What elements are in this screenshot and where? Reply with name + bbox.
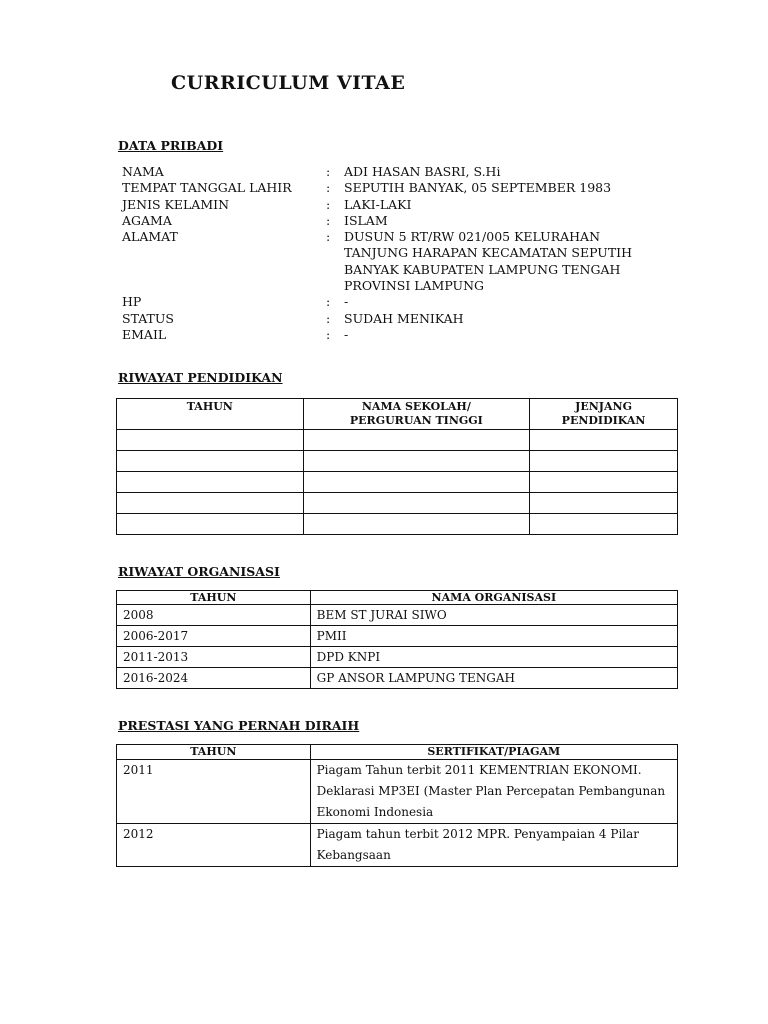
table-cell [303, 430, 530, 451]
table-row [117, 668, 678, 689]
column-header: NAMA SEKOLAH/ PERGURUAN TINGGI [303, 399, 530, 430]
table-cell [117, 493, 304, 514]
table-cell [117, 514, 304, 535]
education-heading: RIWAYAT PENDIDIKAN [118, 370, 283, 385]
achievements-heading: PRESTASI YANG PERNAH DIRAIH [118, 718, 360, 733]
column-header: TAHUN [117, 745, 311, 760]
org-year: 2011-2013 [117, 647, 311, 668]
personal-label: TEMPAT TANGGAL LAHIR [122, 180, 292, 196]
document-title: CURRICULUM VITAE [171, 72, 406, 94]
personal-label: HP [122, 294, 142, 310]
personal-data-list [122, 164, 682, 343]
table-header-row [117, 591, 678, 605]
table-cell [303, 493, 530, 514]
personal-value: ADI HASAN BASRI, S.Hi [344, 164, 501, 179]
personal-value: SUDAH MENIKAH [344, 310, 464, 326]
personal-label: JENIS KELAMIN [122, 196, 230, 212]
education-table [116, 398, 678, 535]
table-row [117, 824, 678, 867]
personal-row-address [122, 229, 682, 294]
org-name: DPD KNPI [310, 647, 677, 668]
table-row [117, 626, 678, 647]
table-row [117, 451, 678, 472]
achievement-year: 2012 [117, 824, 311, 867]
column-header: JENJANG PENDIDIKAN [530, 399, 678, 430]
table-header-row [117, 745, 678, 760]
colon: : [326, 294, 331, 310]
personal-value: - [344, 326, 349, 342]
achievement-certificate: Piagam tahun terbit 2012 MPR. Penyampaian 4 Pilar Kebangsaan [310, 824, 677, 867]
personal-data-heading: DATA PRIBADI [118, 138, 224, 153]
organization-heading: RIWAYAT ORGANISASI [118, 564, 280, 579]
colon: : [326, 212, 331, 228]
personal-label: STATUS [122, 310, 174, 326]
personal-value: - [344, 294, 349, 310]
org-year: 2008 [117, 605, 311, 626]
table-cell [303, 472, 530, 493]
table-cell [530, 430, 678, 451]
colon: : [326, 180, 331, 196]
table-cell [117, 472, 304, 493]
table-row [117, 605, 678, 626]
personal-row-gender [122, 197, 682, 213]
personal-label: AGAMA [122, 212, 172, 228]
table-cell [530, 472, 678, 493]
column-header: NAMA ORGANISASI [310, 591, 677, 605]
table-cell [303, 451, 530, 472]
colon: : [326, 229, 331, 245]
table-row [117, 493, 678, 514]
achievements-table [116, 744, 678, 867]
table-cell [530, 493, 678, 514]
personal-row-hp [122, 294, 682, 310]
org-name: BEM ST JURAI SIWO [310, 605, 677, 626]
table-row [117, 647, 678, 668]
table-cell [117, 430, 304, 451]
table-row [117, 472, 678, 493]
org-name: PMII [310, 626, 677, 647]
personal-row-nama [122, 164, 682, 180]
personal-value: SEPUTIH BANYAK, 05 SEPTEMBER 1983 [344, 180, 612, 196]
personal-row-religion [122, 213, 682, 229]
personal-label: NAMA [122, 164, 164, 179]
colon: : [326, 310, 331, 326]
column-header: TAHUN [117, 399, 304, 430]
table-row [117, 514, 678, 535]
achievement-year: 2011 [117, 760, 311, 824]
table-row [117, 760, 678, 824]
colon: : [326, 326, 331, 342]
table-cell [530, 451, 678, 472]
table-cell [117, 451, 304, 472]
column-header: SERTIFIKAT/PIAGAM [310, 745, 677, 760]
column-header: TAHUN [117, 591, 311, 605]
achievement-certificate: Piagam Tahun terbit 2011 KEMENTRIAN EKONOMI. Deklarasi MP3EI (Master Plan Percepatan Pembangunan Ekonomi Indonesia [310, 760, 677, 824]
table-header-row [117, 399, 678, 430]
org-year: 2006-2017 [117, 626, 311, 647]
personal-value: ISLAM [344, 212, 388, 228]
organization-table [116, 590, 678, 689]
colon: : [326, 196, 331, 212]
personal-row-email [122, 327, 682, 343]
table-row [117, 430, 678, 451]
personal-row-status [122, 311, 682, 327]
org-name: GP ANSOR LAMPUNG TENGAH [310, 668, 677, 689]
table-cell [530, 514, 678, 535]
colon: : [326, 164, 331, 179]
personal-label: EMAIL [122, 326, 167, 342]
table-cell [303, 514, 530, 535]
personal-label: ALAMAT [122, 229, 178, 245]
personal-value: LAKI-LAKI [344, 196, 412, 212]
personal-row-ttl [122, 180, 682, 196]
org-year: 2016-2024 [117, 668, 311, 689]
personal-value: DUSUN 5 RT/RW 021/005 KELURAHAN TANJUNG HARAPAN KECAMATAN SEPUTIH BANYAK KABUPATEN LAMPUNG TENGAH PROVINSI LAMPUNG [344, 229, 633, 294]
